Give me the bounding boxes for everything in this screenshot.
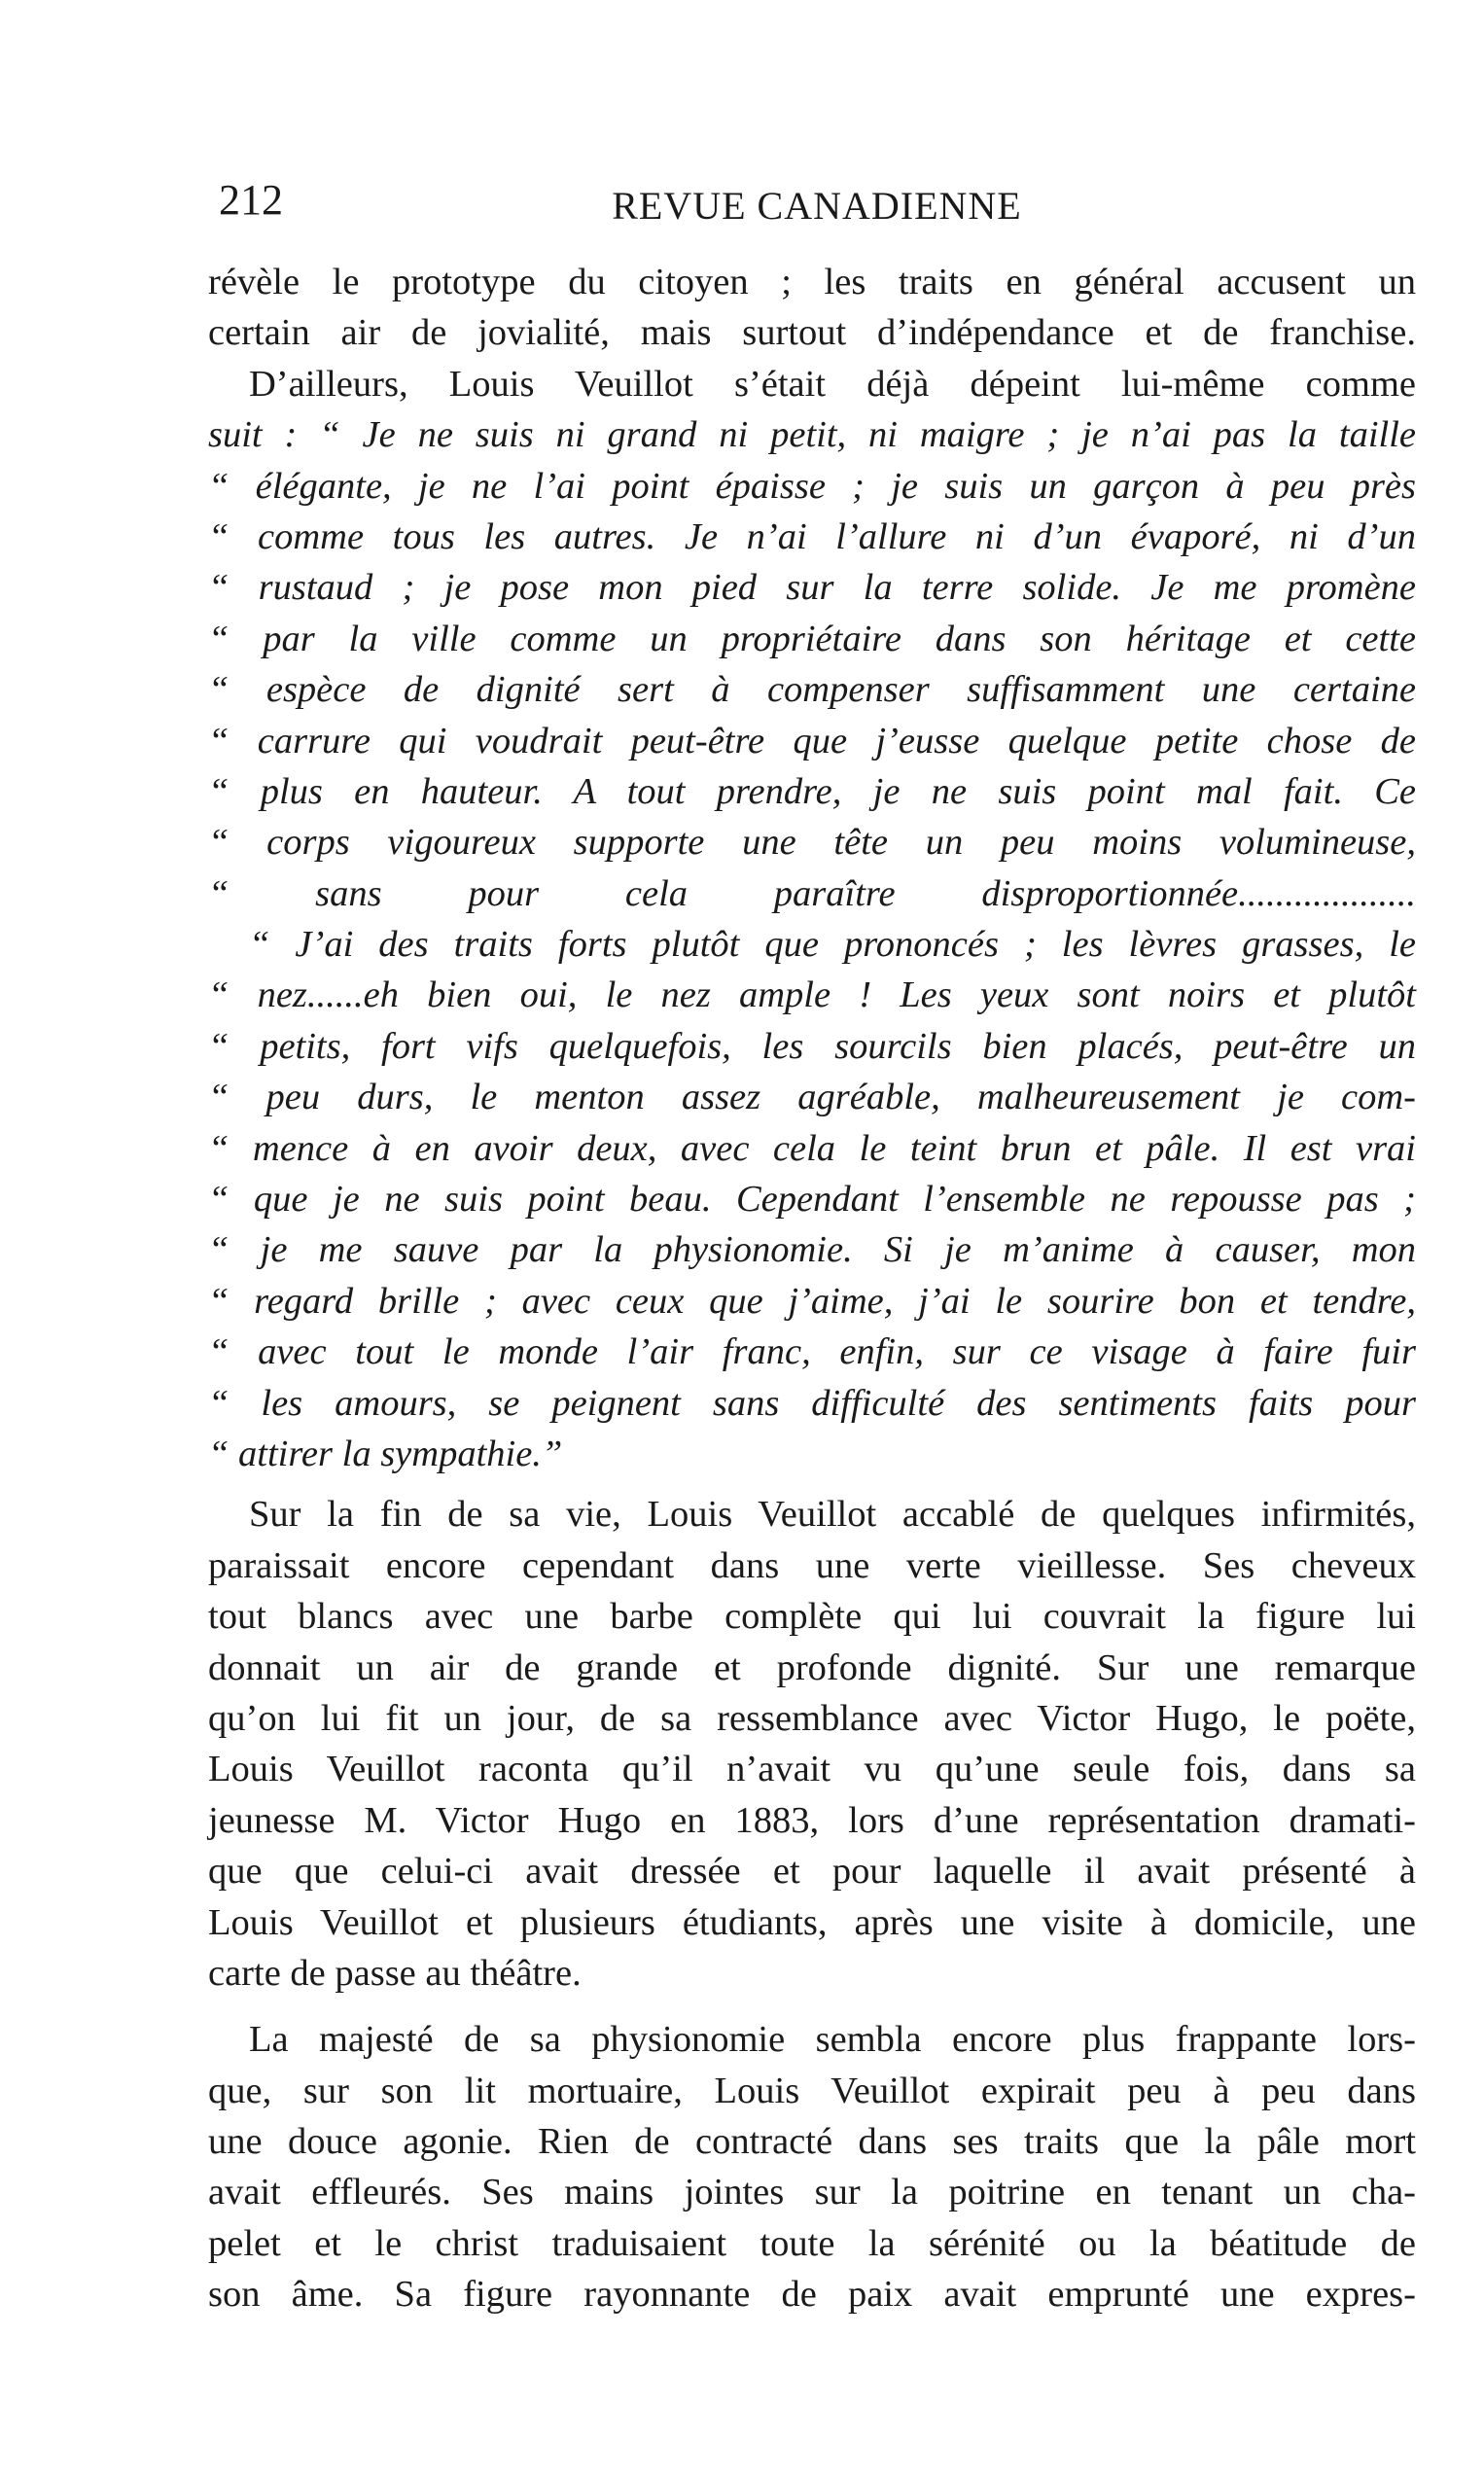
text-line: “ élégante, je ne l’ai point épaisse ; je suis un garçon à peu près: [208, 465, 1416, 507]
text-line: Louis Veuillot raconta qu’il n’avait vu qu’une seule fois, dans sa: [208, 1749, 1416, 1790]
text-line: “ que je ne suis point beau. Cependant l’ensemble ne repousse pas ;: [208, 1179, 1416, 1221]
text-line: “ attirer la sympathie.”: [208, 1433, 563, 1474]
text-line: tout blancs avec une barbe complète qui lui couvrait la figure lui: [208, 1596, 1416, 1638]
text-line: qu’on lui fit un jour, de sa ressemblance avec Victor Hugo, le poëte,: [208, 1697, 1416, 1739]
text-line: “ les amours, se peignent sans difficulté des sentiments faits pour: [208, 1382, 1416, 1424]
text-line: “ rustaud ; je pose mon pied sur la terre solide. Je me promène: [208, 567, 1416, 609]
text-line: que que celui-ci avait dressée et pour laquelle il avait présenté à: [208, 1851, 1416, 1893]
text-line: “ peu durs, le menton assez agréable, malheureusement je com-: [208, 1077, 1416, 1118]
text-line: avait effleurés. Ses mains jointes sur la poitrine en tenant un cha-: [208, 2172, 1416, 2213]
text-line: D’ailleurs, Louis Veuillot s’était déjà dépeint lui-même comme: [249, 363, 1416, 405]
text-line: paraissait encore cependant dans une verte vieillesse. Ses cheveux: [208, 1544, 1416, 1586]
text-line: suit : “ Je ne suis ni grand ni petit, ni maigre ; je n’ai pas la taille: [208, 414, 1416, 456]
text-line: “ plus en hauteur. A tout prendre, je ne suis point mal fait. Ce: [208, 770, 1416, 812]
paragraph-gap: [208, 1999, 1416, 2014]
text-line: “ par la ville comme un propriétaire dans son héritage et cette: [208, 618, 1416, 659]
text-line: “ nez......eh bien oui, le nez ample ! Les yeux sont noirs et plutôt: [208, 974, 1416, 1016]
text-line: “ sans pour cela paraître disproportionnée...................: [208, 872, 1416, 914]
text-line: “ mence à en avoir deux, avec cela le teint brun et pâle. Il est vrai: [208, 1127, 1416, 1169]
body-text: [208, 257, 1416, 2320]
text-line: “ je me sauve par la physionomie. Si je m’anime à causer, mon: [208, 1229, 1416, 1271]
running-title: REVUE CANADIENNE: [612, 184, 1022, 228]
text-line: “ J’ai des traits forts plutôt que prononcés ; les lèvres grasses, le: [249, 924, 1416, 966]
text-line: carte de passe au théâtre.: [208, 1952, 582, 1994]
text-line: Sur la fin de sa vie, Louis Veuillot accablé de quelques infirmités,: [249, 1494, 1416, 1536]
text-line: “ corps vigoureux supporte une tête un peu moins volumineuse,: [208, 822, 1416, 864]
text-line: “ carrure qui voudrait peut-être que j’eusse quelque petite chose de: [208, 720, 1416, 761]
page-header: [219, 175, 1415, 233]
text-line: “ espèce de dignité sert à compenser suffisamment une certaine: [208, 669, 1416, 711]
text-line: Louis Veuillot et plusieurs étudiants, après une visite à domicile, une: [208, 1901, 1416, 1943]
text-line: son âme. Sa figure rayonnante de paix avait emprunté une expres-: [208, 2274, 1416, 2316]
page-number: 212: [219, 176, 283, 224]
text-line: que, sur son lit mortuaire, Louis Veuillot expirait peu à peu dans: [208, 2070, 1416, 2111]
text-line: révèle le prototype du citoyen ; les traits en général accusent un: [208, 262, 1416, 302]
text-line: “ petits, fort vifs quelquefois, les sourcils bien placés, peut-être un: [208, 1025, 1416, 1067]
text-line: “ comme tous les autres. Je n’ai l’allure ni d’un évaporé, ni d’un: [208, 515, 1416, 557]
text-line: donnait un air de grande et profonde dignité. Sur une remarque: [208, 1646, 1416, 1688]
text-line: “ avec tout le monde l’air franc, enfin, sur ce visage à faire fuir: [208, 1331, 1416, 1373]
text-line: une douce agonie. Rien de contracté dans ses traits que la pâle mort: [208, 2121, 1416, 2163]
paragraph-gap: [208, 1479, 1416, 1489]
text-line: pelet et le christ traduisaient toute la sérénité ou la béatitude de: [208, 2222, 1416, 2264]
text-line: certain air de jovialité, mais surtout d’indépendance et de franchise.: [208, 312, 1416, 354]
text-line: jeunesse M. Victor Hugo en 1883, lors d’une représentation dramati-: [208, 1799, 1416, 1841]
text-line: La majesté de sa physionomie sembla encore plus frappante lors-: [249, 2019, 1416, 2061]
text-line: “ regard brille ; avec ceux que j’aime, j’ai le sourire bon et tendre,: [208, 1280, 1416, 1322]
